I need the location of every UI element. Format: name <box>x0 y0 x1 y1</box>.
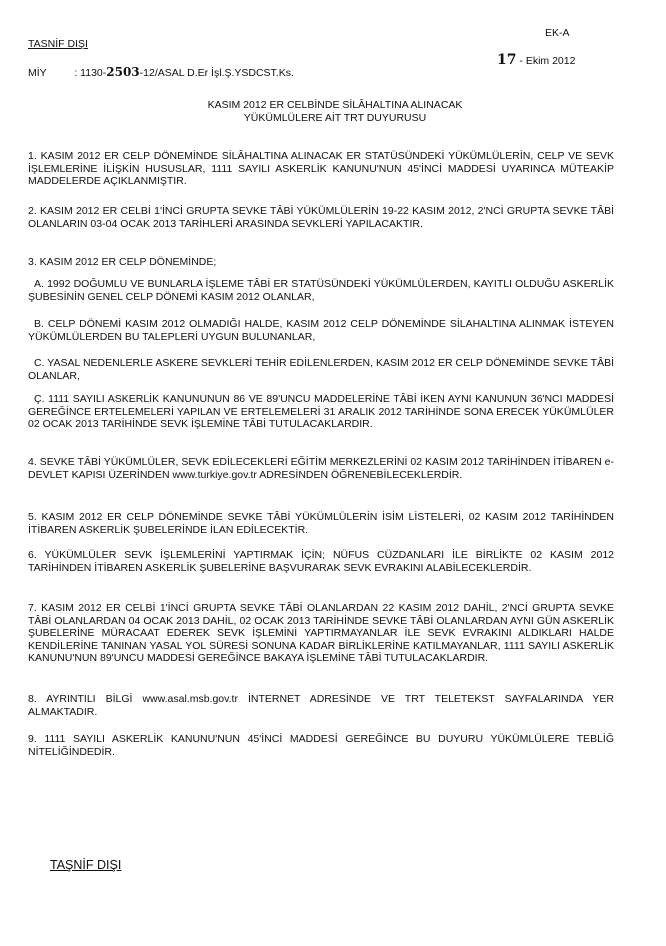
paragraph-6: 6. YÜKÜMLÜLER SEVK İŞLEMLERİNİ YAPTIRMAK İÇİN; NÜFUS CÜZDANLARI İLE BİRLİKTE 02 KASIM 2012 TARİHİNDEN İTİBAREN ASKERLİK ŞUBELERİNE BAŞVURARAK SEVK EVRAKINI ALABİLECEKLERDİR. <box>28 549 614 574</box>
date-line <box>497 52 575 68</box>
reference-line <box>28 65 294 79</box>
date-month-year: - Ekim 2012 <box>519 55 576 67</box>
date-handwritten-day: 17 <box>497 52 517 68</box>
paragraph-3c: C. YASAL NEDENLERLE ASKERE SEVKLERİ TEHİR EDİLENLERDEN, KASIM 2012 ER CELP DÖNEMİNDE SEVKE TÂBİ OLANLAR, <box>28 357 614 382</box>
paragraph-3b: B. CELP DÖNEMİ KASIM 2012 OLMADIĞI HALDE, KASIM 2012 CELP DÖNEMİNDE SİLAHALTINA ALINMAK İSTEYEN YÜKÜMLÜLERDEN BU TALEPLERİ UYGUN BULUNANLAR, <box>28 318 614 343</box>
reference-prefix: MİY <box>28 67 47 79</box>
paragraph-8: 8. AYRINTILI BİLGİ www.asal.msb.gov.tr İNTERNET ADRESİNDE VE TRT TELETEKST SAYFALARINDA YER ALMAKTADIR. <box>28 693 614 718</box>
paragraph-3a: A. 1992 DOĞUMLU VE BUNLARLA İŞLEME TÂBİ ER STATÜSÜNDEKİ YÜKÜMLÜLERDEN, KAYITLI OLDUĞU ASKERLİK ŞUBESİNİN GENEL CELP DÖNEMİ KASIM 2012 OLANLAR, <box>28 278 614 303</box>
paragraph-7: 7. KASIM 2012 ER CELBİ 1'İNCİ GRUPTA SEVKE TÂBİ OLANLARDAN 22 KASIM 2012 DAHİL, 2'NCİ GRUPTA SEVKE TÂBİ OLANLARDAN 04 OCAK 2013 DAHİL, 02 OCAK 2013 TARİHİNDE SEVKE TÂBİ OLANLARDAN AYNI GÜN ASKERLİK ŞUBELERİNE MÜRACAAT EDEREK SEVK İŞLEMİNİ YAPTIRMAYANLAR İLE SEVK EVRAKINI ALDIKLARI HALDE KENDİLERİNE TANINAN YASAL YOL SÜRESİ SONUNA KADAR BİRLİKLERİNE KATILMAYANLAR, 1111 SAYILI ASKERLİK KANUNU'NUN 89'UNCU MADDESİ GEREĞİNCE BAKAYA İŞLEMİNE TÂBİ TUTULACAKLARDIR. <box>28 602 614 664</box>
annex-label: EK-A <box>545 27 570 39</box>
paragraph-1: 1. KASIM 2012 ER CELP DÖNEMİNDE SİLÂHALTINA ALINACAK ER STATÜSÜNDEKİ YÜKÜMLÜLERİN, CELP VE SEVK İŞLEMLERİNE İLİŞKİN HUSUSLAR, 1111 SAYILI ASKERLİK KANUNU'NUN 45'İNCİ MADDESİ UYARINCA MÜTEAKİP MADDELERDE AÇIKLANMIŞTIR. <box>28 150 614 187</box>
document-title <box>120 99 550 124</box>
classification-bottom: TAŞNİF DIŞI <box>50 858 122 872</box>
classification-top: TASNİF DIŞI <box>28 38 88 50</box>
paragraph-9: 9. 1111 SAYILI ASKERLİK KANUNU'NUN 45'İNCİ MADDESİ GEREĞİNCE BU DUYURU YÜKÜMLÜLERE TEBLİĞ NİTELİĞİNDEDİR. <box>28 733 614 758</box>
paragraph-3c-cedilla: Ç. 1111 SAYILI ASKERLİK KANUNUNUN 86 VE 89'UNCU MADDELERİNE TÂBİ İKEN AYNI KANUNUN 36'NCI MADDESİ GEREĞİNCE ERTELEMELERİ YAPILAN VE ERTELEMELERİ 31 ARALIK 2012 TARİHİNDE SONA ERECEK YÜKÜMLÜLER 02 OCAK 2013 TARİHİNDE SEVK İŞLEMİNE TÂBİ TUTULACAKLARDIR. <box>28 393 614 430</box>
paragraph-5: 5. KASIM 2012 ER CELP DÖNEMİNDE SEVKE TÂBİ YÜKÜMLÜLERİN İSİM LİSTELERİ, 02 KASIM 2012 TARİHİNDEN İTİBAREN ASKERLİK ŞUBELERİNDE İLAN EDİLECEKTİR. <box>28 511 614 536</box>
reference-number-start: : 1130- <box>74 67 107 79</box>
title-line-2: YÜKÜMLÜLERE AİT TRT DUYURUSU <box>243 111 427 124</box>
reference-number-end: -12/ASAL D.Er İşl.Ş.YSDCST.Ks. <box>139 67 294 79</box>
paragraph-3: 3. KASIM 2012 ER CELP DÖNEMİNDE; <box>28 256 217 268</box>
reference-handwritten-number: 2503 <box>106 65 140 79</box>
title-line-1: KASIM 2012 ER CELBİNDE SİLÂHALTINA ALINACAK <box>207 99 463 111</box>
paragraph-4: 4. SEVKE TÂBİ YÜKÜMLÜLER, SEVK EDİLECEKLERİ EĞİTİM MERKEZLERİNİ 02 KASIM 2012 TARİHİNDEN İTİBAREN e-DEVLET KAPISI ÜZERİNDEN www.turkiye.gov.tr ADRESİNDEN ÖĞRENEBİLECEKLERDİR. <box>28 456 614 481</box>
paragraph-2: 2. KASIM 2012 ER CELBİ 1'İNCİ GRUPTA SEVKE TÂBİ YÜKÜMLÜLERİN 19-22 KASIM 2012, 2'NCİ GRUPTA SEVKE TÂBİ OLANLARIN 03-04 OCAK 2013 TARİHLERİ ARASINDA SEVKLERİ YAPILACAKTIR. <box>28 205 614 230</box>
